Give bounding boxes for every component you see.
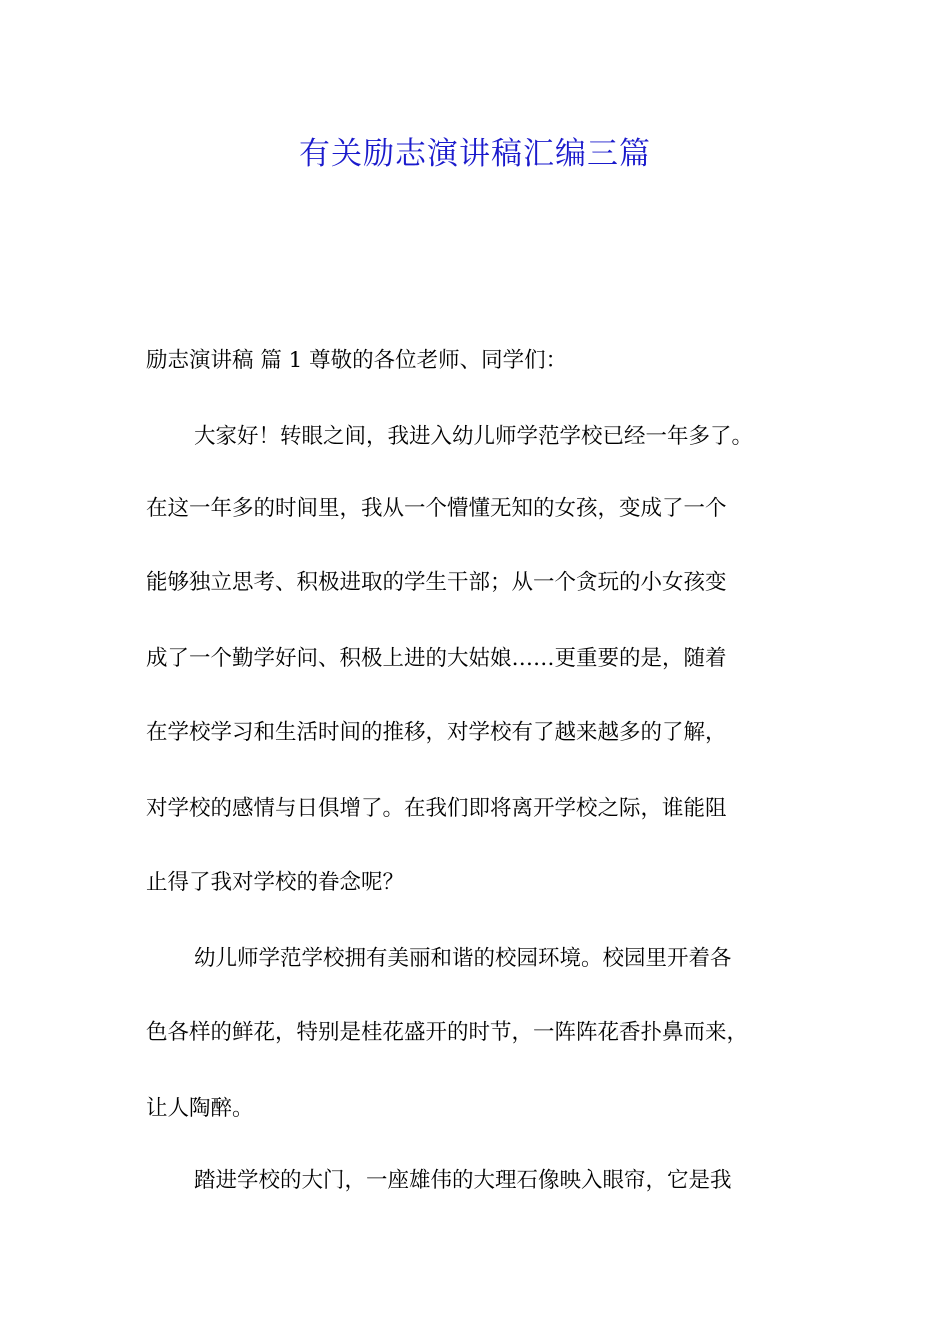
paragraph-line: 让人陶醉。 xyxy=(146,1096,254,1121)
paragraph-line: 大家好！转眼之间，我进入幼儿师学范学校已经一年多了。 xyxy=(194,424,754,449)
document-title: 有关励志演讲稿汇编三篇 xyxy=(299,136,651,172)
paragraph-line: 在学校学习和生活时间的推移，对学校有了越来越多的了解， xyxy=(146,720,727,745)
paragraph-line: 色各样的鲜花，特别是桂花盛开的时节，一阵阵花香扑鼻而来， xyxy=(146,1020,749,1045)
paragraph-line: 在这一年多的时间里，我从一个懵懂无知的女孩，变成了一个 xyxy=(146,496,727,521)
paragraph-line: 成了一个勤学好问、积极上进的大姑娘……更重要的是，随着 xyxy=(146,646,727,671)
paragraph-line: 踏进学校的大门，一座雄伟的大理石像映入眼帘，它是我 xyxy=(194,1168,732,1193)
heading-line: 励志演讲稿 篇 1 尊敬的各位老师、同学们： xyxy=(146,348,568,373)
paragraph-line: 对学校的感情与日俱增了。在我们即将离开学校之际，谁能阻 xyxy=(146,796,727,821)
paragraph-line: 幼儿师学范学校拥有美丽和谐的校园环境。校园里开着各 xyxy=(194,946,732,971)
paragraph-line: 能够独立思考、积极进取的学生干部；从一个贪玩的小女孩变 xyxy=(146,570,727,595)
paragraph-line: 止得了我对学校的眷念呢？ xyxy=(146,870,405,895)
